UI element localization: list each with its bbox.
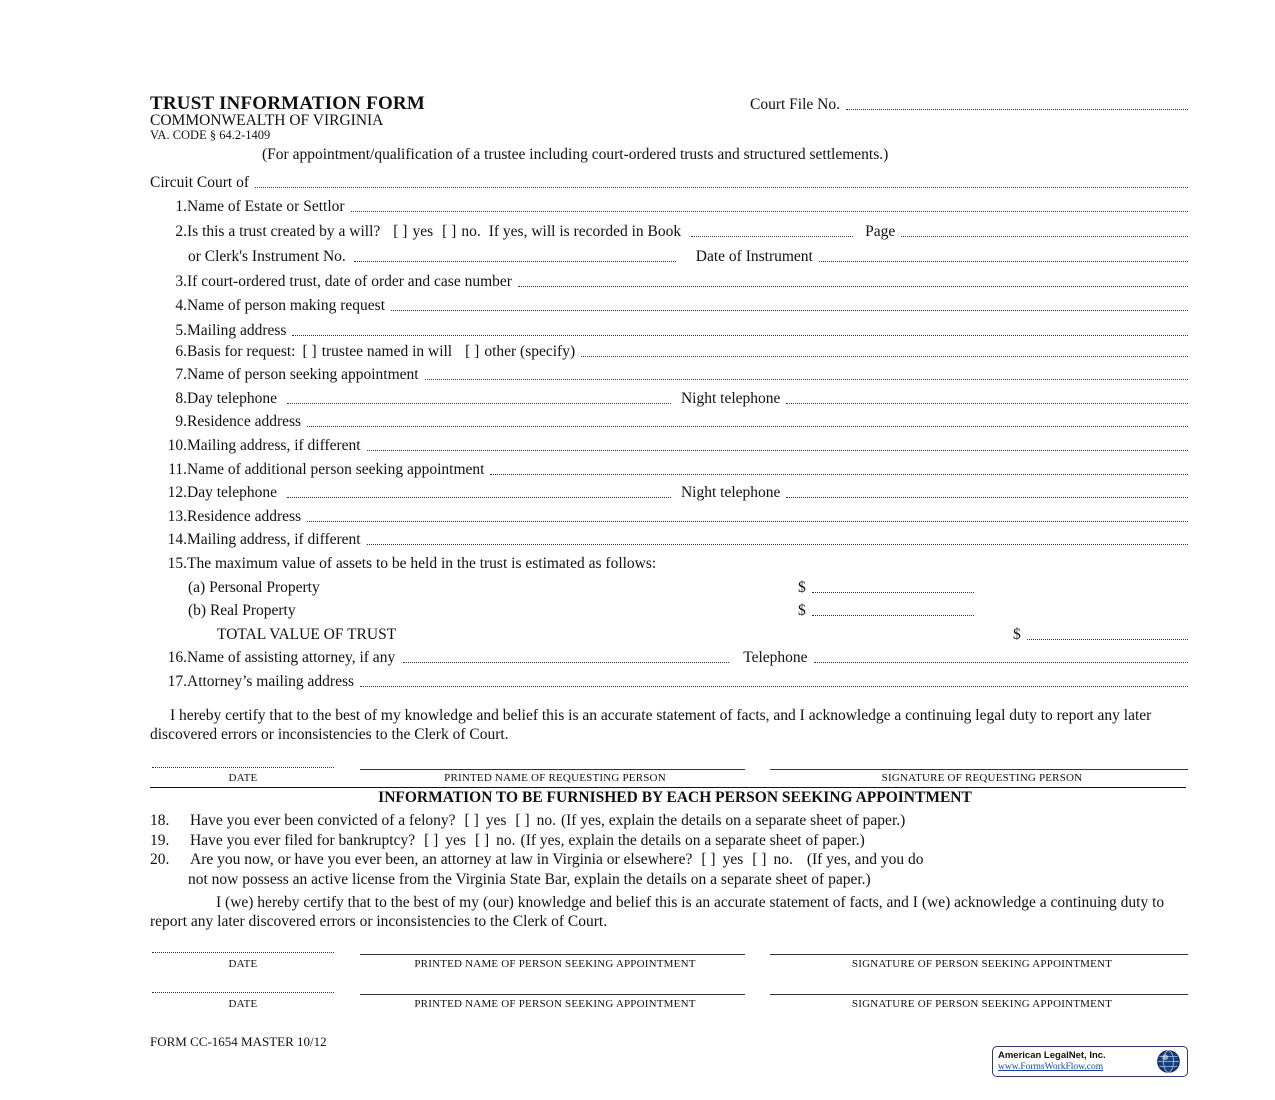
no-label: no.: [773, 851, 793, 868]
field-label: Residence address: [187, 413, 302, 430]
field-label: Mailing address, if different: [187, 437, 361, 454]
question-row-18: [150, 810, 1200, 830]
field-row-1: [150, 196, 1188, 216]
will-yes-checkbox[interactable]: [ ]: [393, 223, 408, 240]
american-legalnet-logo[interactable]: [992, 1046, 1188, 1077]
requester-mailing-field[interactable]: [292, 335, 1188, 336]
night-telephone-label: Night telephone: [680, 484, 781, 501]
field-row-17: [150, 671, 1188, 691]
bankruptcy-yes-checkbox[interactable]: [ ]: [424, 832, 439, 849]
day-telephone-field[interactable]: [287, 497, 671, 498]
item-number: 13.: [167, 508, 187, 525]
form-purpose-note: (For appointment/qualification of a trustee including court-ordered trusts and structured settlements.): [262, 146, 889, 163]
form-title: TRUST INFORMATION FORM: [150, 93, 425, 114]
field-row-14: [150, 529, 1188, 549]
question-row-20: [150, 849, 1200, 869]
basis-other-field[interactable]: [581, 356, 1188, 357]
field-label: The maximum value of assets to be held in the trust is estimated as follows:: [187, 555, 657, 572]
field-row-8: [150, 388, 1188, 408]
currency-symbol: $: [798, 602, 806, 619]
field-row-9: [150, 411, 1188, 431]
date-caption: DATE: [228, 772, 258, 784]
yes-label: yes: [412, 223, 434, 240]
field-label: Basis for request:: [187, 343, 296, 360]
attorney-telephone-field[interactable]: [814, 662, 1188, 663]
item-number: 12.: [167, 484, 187, 501]
item-number: 17.: [167, 673, 187, 690]
field-row-6: [150, 341, 1188, 361]
felony-no-checkbox[interactable]: [ ]: [515, 812, 530, 829]
night-telephone-field[interactable]: [786, 497, 1188, 498]
additional-appointee-field[interactable]: [490, 474, 1188, 475]
personal-property-row: [188, 577, 974, 597]
item-number: 5.: [175, 322, 187, 339]
signature-caption: SIGNATURE OF REQUESTING PERSON: [881, 772, 1083, 784]
no-label: no.: [461, 223, 481, 240]
circuit-court-field[interactable]: [255, 187, 1188, 188]
item-number: 2.: [175, 223, 187, 240]
attorney-name-field[interactable]: [403, 662, 729, 663]
certification-statement: I hereby certify that to the best of my knowledge and belief this is an accurate statement of facts, and I acknowledge a continuing legal duty to report any later discovered errors or inconsistencies to the Clerk of Court.: [150, 707, 1152, 743]
field-label: Is this a trust created by a will?: [187, 223, 381, 240]
date-line[interactable]: [152, 952, 334, 953]
printed-name-line[interactable]: [360, 994, 745, 995]
attorney-yes-checkbox[interactable]: [ ]: [701, 851, 716, 868]
globe-icon: [1156, 1049, 1181, 1074]
currency-symbol: $: [1013, 626, 1021, 643]
date-caption: DATE: [228, 958, 258, 970]
field-row-4: [150, 295, 1188, 315]
field-label: Residence address: [187, 508, 302, 525]
question-text: Have you ever filed for bankruptcy?: [190, 832, 416, 849]
circuit-court-row: [150, 172, 1188, 192]
field-row-5: [150, 320, 1188, 340]
item-number: 1.: [175, 198, 187, 215]
logo-company: American LegalNet, Inc.: [998, 1050, 1106, 1061]
basis-other-checkbox[interactable]: [ ]: [465, 343, 480, 360]
field-row-7: [150, 364, 1188, 384]
item-number: 15.: [167, 555, 187, 572]
field-row-2: [150, 221, 1188, 241]
item-number: 9.: [175, 413, 187, 430]
appointee-name-field[interactable]: [425, 379, 1188, 380]
circuit-court-label: Circuit Court of: [150, 174, 250, 191]
field-row-16: [150, 647, 1188, 667]
form-id: FORM CC-1654 MASTER 10/12: [150, 1034, 327, 1049]
field-label: Mailing address, if different: [187, 531, 361, 548]
will-no-checkbox[interactable]: [ ]: [442, 223, 457, 240]
instrument-label: or Clerk's Instrument No.: [188, 248, 346, 265]
alt-mailing-field[interactable]: [367, 544, 1188, 545]
item-number: 7.: [175, 366, 187, 383]
court-file-label: Court File No.: [750, 96, 840, 113]
item-number: 16.: [167, 649, 187, 666]
item-number: 14.: [167, 531, 187, 548]
question-note: (If yes, and you do: [806, 851, 924, 868]
section-divider: [150, 787, 1186, 788]
currency-symbol: $: [798, 579, 806, 596]
field-label: Mailing address: [187, 322, 287, 339]
total-value-label: TOTAL VALUE OF TRUST: [217, 626, 397, 643]
question-note: (If yes, explain the details on a separate sheet of paper.): [520, 832, 865, 849]
field-row-11: [150, 459, 1188, 479]
field-label: Name of person seeking appointment: [187, 366, 419, 383]
field-row-12: [150, 482, 1188, 502]
item-number: 6.: [175, 343, 187, 360]
night-telephone-field[interactable]: [786, 403, 1188, 404]
item-number: 18.: [150, 812, 170, 829]
question-text: Have you ever been convicted of a felony?: [190, 812, 456, 829]
va-code: VA. CODE § 64.2-1409: [150, 128, 271, 142]
field-label: Day telephone: [187, 390, 277, 407]
question-text: Are you now, or have you ever been, an attorney at law in Virginia or elsewhere?: [190, 851, 693, 868]
form-subtitle: COMMONWEALTH OF VIRGINIA: [150, 112, 384, 129]
attorney-telephone-label: Telephone: [743, 649, 808, 666]
signature-line[interactable]: [770, 994, 1188, 995]
court-file-field[interactable]: [846, 109, 1188, 110]
basis-will-label: trustee named in will: [321, 343, 453, 360]
printed-name-caption: PRINTED NAME OF PERSON SEEKING APPOINTMENT: [414, 998, 696, 1010]
signature-caption: SIGNATURE OF PERSON SEEKING APPOINTMENT: [851, 998, 1113, 1010]
book-label: If yes, will is recorded in Book: [488, 223, 682, 240]
attorney-no-checkbox[interactable]: [ ]: [752, 851, 767, 868]
book-field[interactable]: [691, 236, 853, 237]
date-line[interactable]: [152, 767, 334, 768]
basis-will-checkbox[interactable]: [ ]: [302, 343, 317, 360]
question-note: (If yes, explain the details on a separate sheet of paper.): [560, 812, 906, 829]
item-number: 10.: [167, 437, 187, 454]
total-value-row: [217, 624, 1188, 644]
day-telephone-field[interactable]: [287, 403, 671, 404]
field-row-15: [150, 553, 1188, 573]
section-title: INFORMATION TO BE FURNISHED BY EACH PERSON SEEKING APPOINTMENT: [378, 789, 972, 806]
field-label: Name of additional person seeking appointment: [187, 461, 485, 478]
date-caption: DATE: [228, 998, 258, 1010]
instrument-date-label: Date of Instrument: [695, 248, 813, 265]
no-label: no.: [496, 832, 516, 849]
real-property-row: [188, 600, 974, 620]
question-row-20-continued: [150, 869, 1188, 889]
yes-label: yes: [722, 851, 744, 868]
instrument-date-field[interactable]: [819, 261, 1188, 262]
alt-mailing-field[interactable]: [367, 450, 1188, 451]
bankruptcy-no-checkbox[interactable]: [ ]: [474, 832, 490, 849]
field-label: Day telephone: [187, 484, 277, 501]
field-row-3: [150, 271, 1188, 291]
item-number: 8.: [175, 390, 187, 407]
item-number: 4.: [175, 297, 187, 314]
logo-link[interactable]: www.FormsWorkFlow.com: [998, 1062, 1104, 1072]
yes-label: yes: [445, 832, 466, 849]
field-label: Attorney’s mailing address: [187, 673, 355, 690]
residence-address-field[interactable]: [307, 426, 1188, 427]
field-row-10: [150, 435, 1188, 455]
printed-name-line[interactable]: [360, 954, 745, 955]
court-order-field[interactable]: [518, 286, 1188, 287]
item-number: 11.: [168, 461, 187, 478]
item-number: 3.: [175, 273, 187, 290]
question-note-continued: not now possess an active license from the Virginia State Bar, explain the details on a separate sheet of paper.): [188, 871, 871, 888]
date-line[interactable]: [152, 992, 334, 993]
field-row-2b: [150, 246, 1188, 266]
requester-name-field[interactable]: [391, 310, 1188, 311]
court-file-row: [750, 94, 1188, 114]
printed-name-caption: PRINTED NAME OF PERSON SEEKING APPOINTMENT: [414, 958, 696, 970]
certification-statement-2: I (we) hereby certify that to the best of my (our) knowledge and belief this is an accurate statement of facts, and I (we) acknowledge a continuing duty to report any later discovered errors or inconsistencies to the Clerk of Court.: [150, 894, 1165, 930]
signature-line[interactable]: [770, 954, 1188, 955]
field-label: Name of assisting attorney, if any: [187, 649, 396, 666]
yes-label: yes: [485, 812, 507, 829]
total-value-field[interactable]: [1027, 639, 1188, 640]
residence-address-field[interactable]: [307, 521, 1188, 522]
signature-caption: SIGNATURE OF PERSON SEEKING APPOINTMENT: [851, 958, 1113, 970]
real-property-field[interactable]: [812, 615, 974, 616]
field-label: If court-ordered trust, date of order and case number: [187, 273, 512, 290]
real-property-label: (b) Real Property: [188, 602, 296, 619]
item-number: 20.: [150, 851, 170, 868]
item-number: 19.: [150, 832, 170, 849]
attorney-mailing-field[interactable]: [360, 686, 1188, 687]
felony-yes-checkbox[interactable]: [ ]: [464, 812, 479, 829]
printed-name-caption: PRINTED NAME OF REQUESTING PERSON: [444, 772, 666, 784]
personal-property-label: (a) Personal Property: [188, 579, 320, 596]
no-label: no.: [536, 812, 556, 829]
page-field[interactable]: [901, 236, 1188, 237]
personal-property-field[interactable]: [812, 592, 974, 593]
printed-name-line[interactable]: [360, 769, 745, 770]
page-label: Page: [865, 223, 896, 240]
estate-name-field[interactable]: [351, 211, 1188, 212]
night-telephone-label: Night telephone: [680, 390, 781, 407]
field-row-13: [150, 506, 1188, 526]
question-row-19: [150, 830, 1200, 850]
basis-other-label: other (specify): [484, 343, 576, 360]
signature-line[interactable]: [770, 769, 1188, 770]
instrument-number-field[interactable]: [354, 261, 676, 262]
field-label: Name of Estate or Settlor: [187, 198, 345, 215]
field-label: Name of person making request: [187, 297, 385, 314]
